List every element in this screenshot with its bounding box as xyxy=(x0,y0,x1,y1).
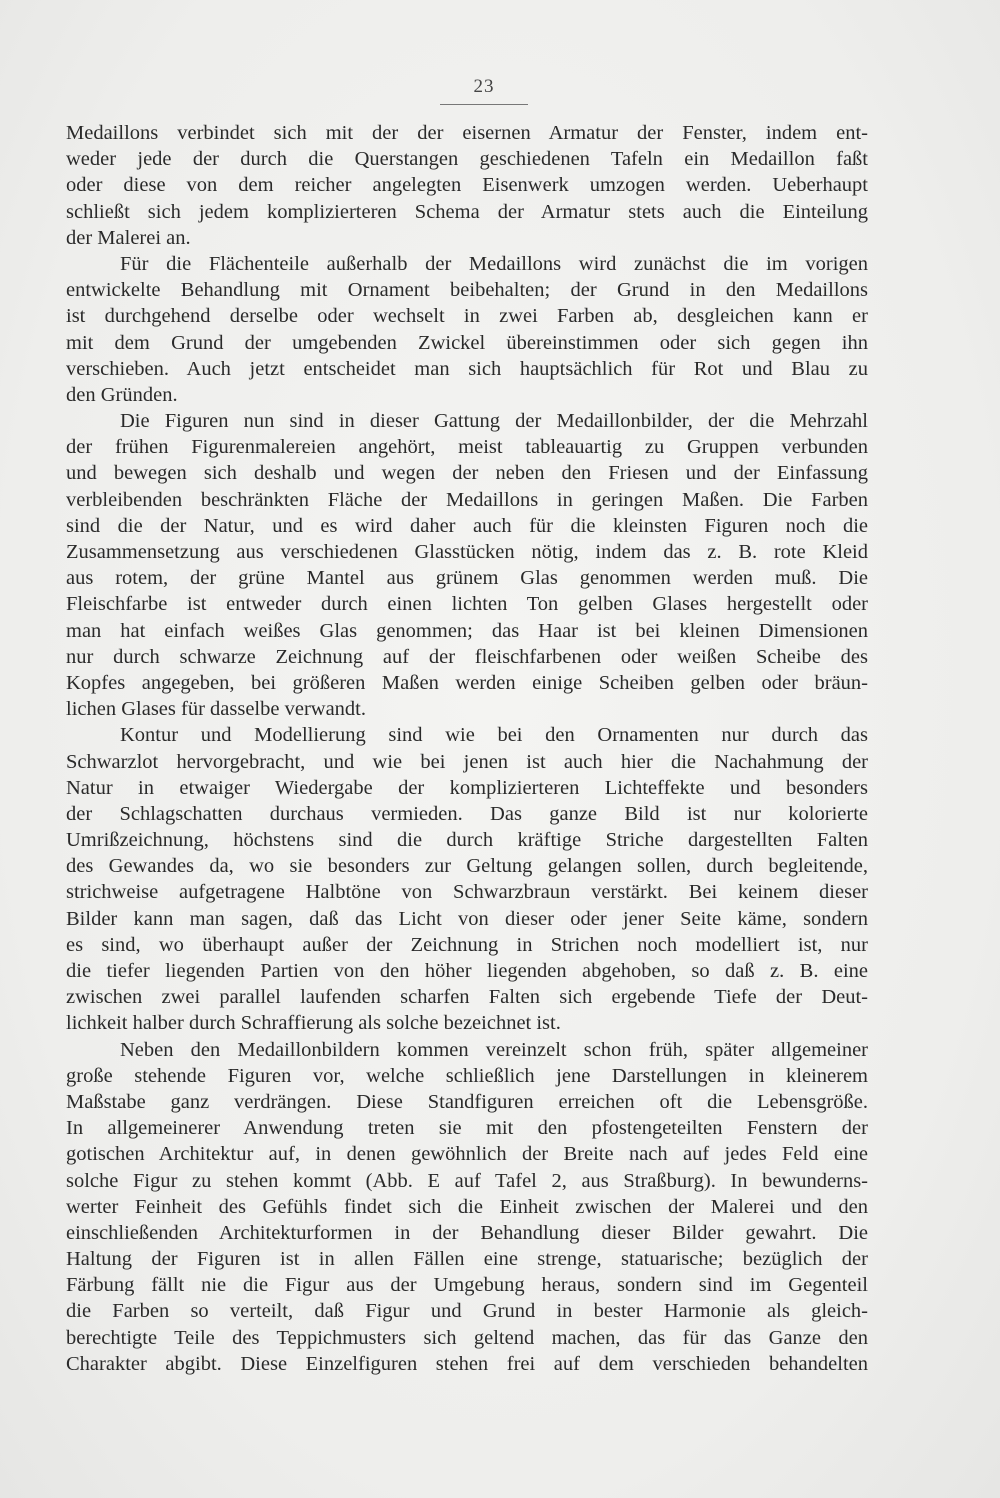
text-line: Medaillons verbindet sich mit der der eisernen Armatur der Fenster, indem ent- xyxy=(66,122,868,144)
text-line: und bewegen sich deshalb und wegen der neben den Friesen und der Einfassung xyxy=(66,462,868,485)
paragraph xyxy=(66,120,868,251)
text-line: Umrißzeichnung, höchstens sind die durch kräftige Striche dargestellten Falten xyxy=(66,829,868,852)
text-line: berechtigte Teile des Teppichmusters sich geltend machen, das für das Ganze den xyxy=(66,1326,868,1349)
text-line: der Malerei an. xyxy=(66,226,191,249)
text-line: lichkeit halber durch Schraffierung als solche bezeichnet ist. xyxy=(66,1012,561,1035)
paragraph xyxy=(66,251,868,408)
text-line: zwischen zwei parallel laufenden scharfen Falten sich ergebende Tiefe der Deut- xyxy=(66,986,868,1009)
paragraph xyxy=(66,722,868,1036)
text-line: große stehende Figuren vor, welche schließlich jene Darstellungen in kleinerem xyxy=(66,1064,868,1087)
text-line: Färbung fällt nie die Figur aus der Umgebung heraus, sondern sind im Gegenteil xyxy=(66,1274,868,1297)
text-line: solche Figur zu stehen kommt (Abb. E auf Tafel 2, aus Straßburg). In bewunderns- xyxy=(66,1169,868,1192)
text-line: des Gewandes da, wo sie besonders zur Geltung gelangen sollen, durch begleitende, xyxy=(66,855,868,878)
text-line: Haltung der Figuren ist in allen Fällen eine strenge, statuarische; bezüglich der xyxy=(66,1248,868,1271)
text-line: einschließenden Architekturformen in der Behandlung dieser Bilder gewahrt. Die xyxy=(66,1221,868,1244)
text-line: die tiefer liegenden Partien von den höher liegenden abgehoben, so daß z. B. eine xyxy=(66,960,868,982)
text-line: verbleibenden beschränkten Fläche der Medaillons in geringen Maßen. Die Farben xyxy=(66,488,868,511)
text-line: der frühen Figurenmalereien angehört, meist tableauartig zu Gruppen verbunden xyxy=(66,436,868,459)
text-line: verschieben. Auch jetzt entscheidet man sich hauptsächlich für Rot und Blau zu xyxy=(66,357,868,380)
paragraph xyxy=(66,408,868,722)
text-line: werter Feinheit des Gefühls findet sich die Einheit zwischen der Malerei und den xyxy=(66,1195,868,1218)
paragraph xyxy=(66,1037,868,1377)
text-line: es sind, wo überhaupt außer der Zeichnung in Strichen noch modelliert ist, nur xyxy=(66,933,868,956)
text-line: entwickelte Behandlung mit Ornament beibehalten; der Grund in den Medaillons xyxy=(66,279,868,302)
page-number-rule xyxy=(440,76,528,105)
text-line: Kopfes angegeben, bei größeren Maßen werden einige Scheiben gelben oder bräun- xyxy=(66,671,868,694)
text-line: die Farben so verteilt, daß Figur und Grund in bester Harmonie als gleich- xyxy=(66,1300,868,1323)
text-line: strichweise aufgetragene Halbtöne von Schwarzbraun verstärkt. Bei keinem dieser xyxy=(66,881,868,904)
text-line: Fleischfarbe ist entweder durch einen lichten Ton gelben Glases hergestellt oder xyxy=(66,593,868,616)
text-line: Charakter abgibt. Diese Einzelfiguren stehen frei auf dem verschieden behandelten xyxy=(66,1352,868,1375)
text-line: mit dem Grund der umgebenden Zwickel übereinstimmen oder sich gegen ihn xyxy=(66,331,868,354)
text-line: Maßstabe ganz verdrängen. Diese Standfiguren erreichen oft die Lebensgröße. xyxy=(66,1090,868,1113)
text-line: gotischen Architektur auf, in denen gewöhnlich der Breite nach auf jedes Feld eine xyxy=(66,1143,868,1166)
text-line: Die Figuren nun sind in dieser Gattung der Medaillonbilder, der die Mehrzahl xyxy=(120,410,868,433)
text-line: Neben den Medaillonbildern kommen vereinzelt schon früh, später allgemeiner xyxy=(120,1038,868,1061)
text-line: In allgemeinerer Anwendung treten sie mit den pfostengeteilten Fenstern der xyxy=(66,1117,868,1140)
page-number: 23 xyxy=(473,76,495,97)
text-line: weder jede der durch die Querstangen geschiedenen Tafeln ein Medaillon faßt xyxy=(66,148,868,171)
text-line: sind die der Natur, und es wird daher auch für die kleinsten Figuren noch die xyxy=(66,514,868,537)
text-line: Für die Flächenteile außerhalb der Medaillons wird zunächst die im vorigen xyxy=(120,252,868,275)
text-line: Natur in etwaiger Wiedergabe der komplizierteren Lichteffekte und besonders xyxy=(66,776,868,799)
text-line: Kontur und Modellierung sind wie bei den Ornamenten nur durch das xyxy=(120,724,868,747)
text-line: Bilder kann man sagen, daß das Licht von dieser oder jener Seite käme, sondern xyxy=(66,907,868,930)
text-line: Schwarzlot hervorgebracht, und wie bei jenen ist auch hier die Nachahmung der xyxy=(66,750,868,773)
body-text xyxy=(66,120,868,1377)
text-line: nur durch schwarze Zeichnung auf der fleischfarbenen oder weißen Scheibe des xyxy=(66,645,868,668)
text-line: aus rotem, der grüne Mantel aus grünem Glas genommen werden muß. Die xyxy=(66,567,868,590)
text-line: der Schlagschatten durchaus vermieden. Das ganze Bild ist nur kolorierte xyxy=(66,802,868,825)
text-line: man hat einfach weißes Glas genommen; das Haar ist bei kleinen Dimensionen xyxy=(66,619,868,642)
text-line: den Gründen. xyxy=(66,383,178,406)
text-line: ist durchgehend derselbe oder wechselt in zwei Farben ab, desgleichen kann er xyxy=(66,305,868,328)
text-line: oder diese von dem reicher angelegten Eisenwerk umzogen werden. Ueberhaupt xyxy=(66,174,868,197)
text-line: lichen Glases für dasselbe verwandt. xyxy=(66,698,366,721)
text-line: Zusammensetzung aus verschiedenen Glasstücken nötig, indem das z. B. rote Kleid xyxy=(66,541,868,563)
text-line: schließt sich jedem komplizierteren Schema der Armatur stets auch die Einteilung xyxy=(66,200,868,223)
